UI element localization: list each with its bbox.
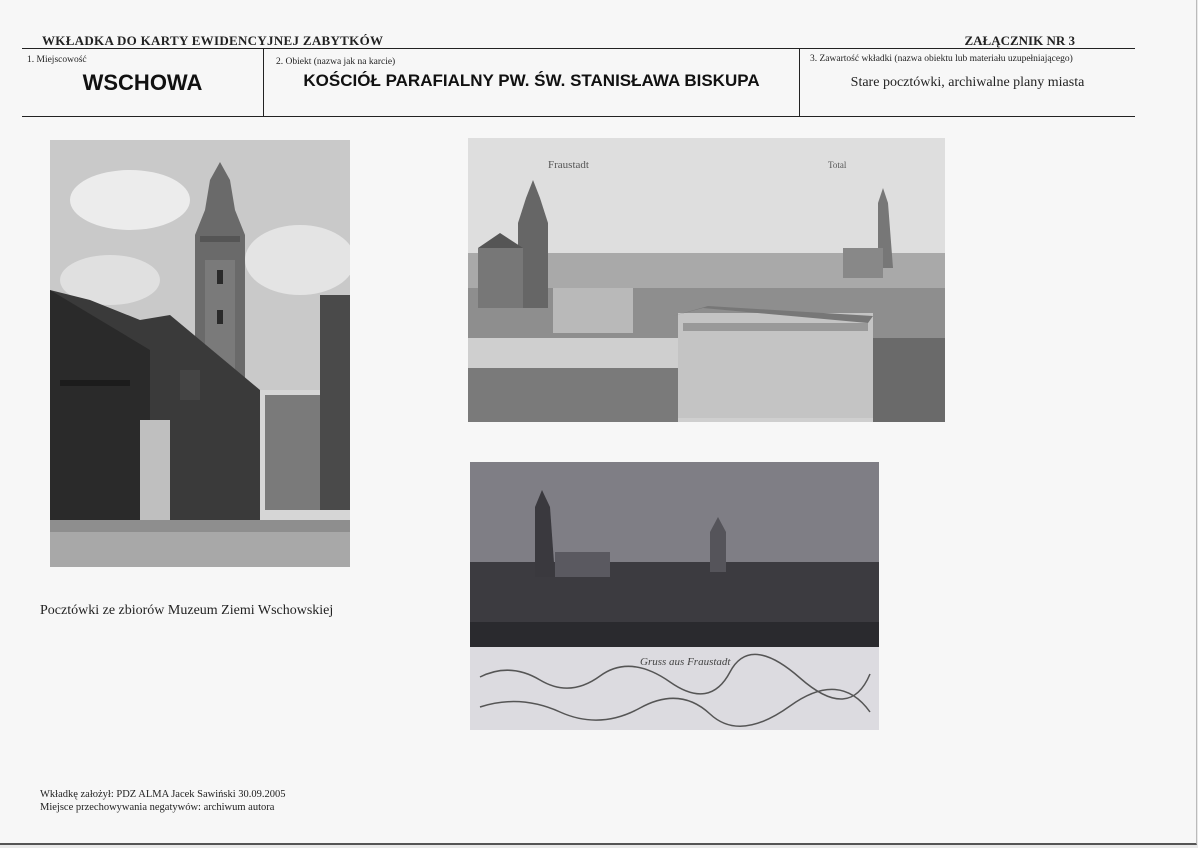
- panorama-postcard-photo: [468, 138, 945, 422]
- header-cell-content: [800, 48, 1135, 116]
- photo-caption: Pocztówki ze zbiorów Muzeum Ziemi Wschowskiej: [40, 603, 334, 618]
- object-label: 2. Obiekt (nazwa jak na karcie): [276, 57, 396, 67]
- locality-label: 1. Miejscowość: [27, 55, 87, 65]
- negatives-storage-line: Miejsce przechowywania negatywów: archiwum autora: [40, 802, 275, 813]
- author-line: Wkładkę założył: PDZ ALMA Jacek Sawiński 30.09.2005: [40, 789, 286, 800]
- header-cell-object: [264, 48, 800, 116]
- header-cell-locality: [22, 48, 264, 116]
- greeting-text: Gruss aus Fraustadt: [640, 656, 731, 668]
- street-tower-photo: [50, 140, 350, 567]
- locality-value: WSCHOWA: [82, 70, 203, 95]
- attachment-number: ZAŁĄCZNIK NR 3: [964, 33, 1075, 48]
- object-value: KOŚCIÓŁ PARAFIALNY PW. ŚW. STANISŁAWA BISKUPA: [303, 71, 760, 90]
- form-title: WKŁADKA DO KARTY EWIDENCYJNEJ ZABYTKÓW: [42, 33, 384, 48]
- total-label: Total: [828, 160, 847, 170]
- content-label: 3. Zawartość wkładki (nazwa obiektu lub materiału uzupełniającego): [810, 54, 1073, 64]
- greeting-postcard-photo: [470, 462, 879, 730]
- header-table: [22, 48, 1135, 117]
- fraustadt-label: Fraustadt: [548, 159, 589, 171]
- top-strip: [22, 30, 1135, 49]
- content-value: Stare pocztówki, archiwalne plany miasta: [850, 75, 1085, 90]
